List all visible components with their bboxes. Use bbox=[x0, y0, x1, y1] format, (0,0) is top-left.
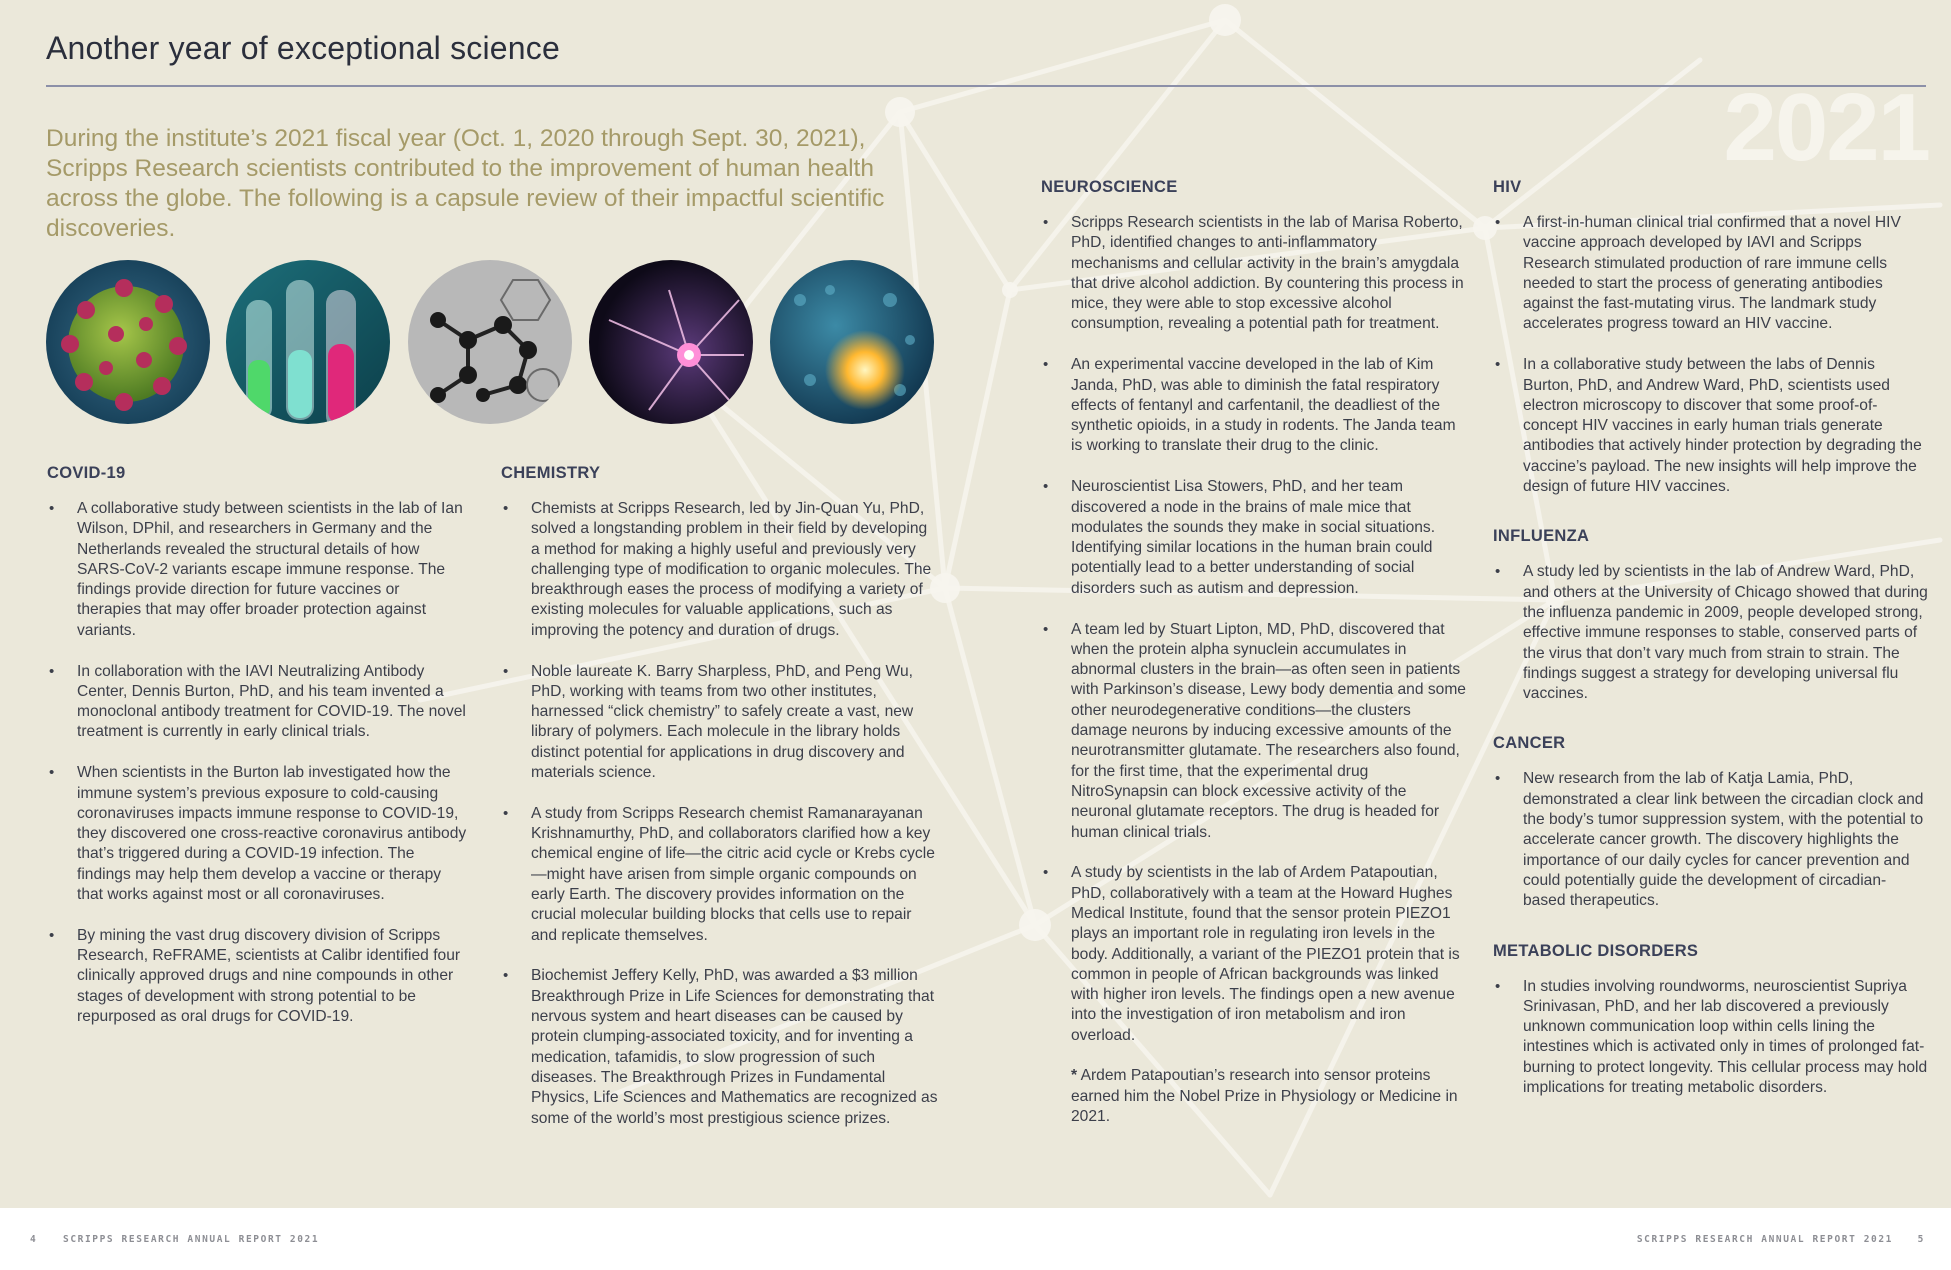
metabolic-section bbox=[1493, 942, 1928, 1099]
test-tubes-image bbox=[226, 260, 390, 424]
page-footer bbox=[0, 1208, 1951, 1270]
molecule-model-image bbox=[408, 260, 572, 424]
hiv-list bbox=[1493, 213, 1928, 497]
chemistry-list bbox=[501, 499, 938, 1129]
footer-label-left: SCRIPPS RESEARCH ANNUAL REPORT 2021 bbox=[63, 1234, 320, 1245]
list-item: • A study from Scripps Research chemist Ramanarayanan Krishnamurthy, PhD, and collaborators clarified how a key chemical engine of life—the citric acid cycle or Krebs cycle—might have arisen from simple organic compounds on early Earth. The discovery provides information on the crucial molecular building blocks that cells use to repair and replicate themselves. bbox=[501, 804, 938, 946]
cell-microscopy-image bbox=[770, 260, 934, 424]
virus-image bbox=[46, 260, 210, 424]
section-title-neuroscience: NEUROSCIENCE bbox=[1041, 178, 1178, 196]
list-item: • Noble laureate K. Barry Sharpless, PhD, and Peng Wu, PhD, working with teams from two other institutes, harnessed “click chemistry” to safely create a vast, new library of polymers. Each molecule in the library holds distinct potential for applications in drug discovery and materials science. bbox=[501, 662, 938, 784]
section-title-hiv: HIV bbox=[1493, 178, 1522, 196]
influenza-section bbox=[1493, 527, 1928, 704]
list-item: • In studies involving roundworms, neuroscientist Supriya Srinivasan, PhD, and her lab discovered a previously unknown communication loop within cells lining the intestines which is activated only in times of prolonged fat-burning to protect longevity. This cellular process may hold implications for treating metabolic disorders. bbox=[1493, 977, 1928, 1099]
list-item: • Biochemist Jeffery Kelly, PhD, was awarded a $3 million Breakthrough Prize in Life Sciences for demonstrating that nervous system and heart diseases can be caused by protein clumping-associated toxicity, and for inventing a medication, tafamidis, to slow progression of such diseases. The Breakthrough Prizes in Fundamental Physics, Life Sciences and Mathematics are recognized as some of the world’s most prestigious science prizes. bbox=[501, 966, 938, 1128]
list-item: • A team led by Stuart Lipton, MD, PhD, discovered that when the protein alpha synuclein accumulates in abnormal clusters in the brain—as often seen in patients with Parkinson’s disease, Lewy body dementia and some other neurodegenerative conditions—the clusters damage neurons by inducing excessive amounts of the neurotransmitter glutamate. The researchers also found, for the first time, that the experimental drug NitroSynapsin can block excessive activity of the neuronal glutamate receptors. The drug is headed for human clinical trials. bbox=[1041, 620, 1466, 843]
title-divider bbox=[46, 85, 1926, 87]
intro-paragraph: During the institute’s 2021 fiscal year (Oct. 1, 2020 through Sept. 30, 2021), Scripps Research scientists contributed to the improvement of human health across the globe. The following is a capsule review of their impactful scientific discoveries. bbox=[46, 125, 885, 242]
metabolic-list bbox=[1493, 977, 1928, 1099]
covid-section bbox=[47, 464, 467, 1048]
list-item: • In a collaborative study between the labs of Dennis Burton, PhD, and Andrew Ward, PhD, scientists used electron microscopy to discover that some proof-of-concept HIV vaccines in early human trials generate antibodies that actively hinder protection by degrading the vaccine’s payload. The new insights will help improve the design of future HIV vaccines. bbox=[1493, 355, 1928, 497]
footer-label-right: SCRIPPS RESEARCH ANNUAL REPORT 2021 bbox=[1636, 1234, 1893, 1245]
list-item: • A study by scientists in the lab of Ardem Patapoutian, PhD, collaboratively with a team at the Howard Hughes Medical Institute, found that the sensor protein PIEZO1 plays an important role in regulating iron levels in the body. Additionally, a variant of the PIEZO1 protein that is common in people of African backgrounds was linked with higher iron levels. The findings open a new avenue into the investigation of iron metabolism and iron overload. bbox=[1041, 863, 1466, 1046]
list-item: • An experimental vaccine developed in the lab of Kim Janda, PhD, was able to diminish the fatal respiratory effects of fentanyl and carfentanil, the deadliest of the synthetic opioids, in a study in rodents. The Janda team is working to translate their drug to the clinic. bbox=[1041, 355, 1466, 456]
page-number-right: 5 bbox=[1917, 1234, 1925, 1245]
cancer-list bbox=[1493, 769, 1928, 911]
list-item: • Chemists at Scripps Research, led by Jin-Quan Yu, PhD, solved a longstanding problem in their field by developing a method for making a highly useful and previously very challenging type of modification to organic molecules. The breakthrough eases the process of modifying a variety of existing molecules for valuable applications, such as improving the potency and duration of drugs. bbox=[501, 499, 938, 641]
list-item: • In collaboration with the IAVI Neutralizing Antibody Center, Dennis Burton, PhD, and his team invented a monoclonal antibody treatment for COVID-19. The novel treatment is currently in early clinical trials. bbox=[47, 662, 467, 743]
note-asterisk: * bbox=[1071, 1067, 1078, 1085]
list-item: • Scripps Research scientists in the lab of Marisa Roberto, PhD, identified changes to anti-inflammatory mechanisms and cellular activity in the brain’s amygdala that drive alcohol addiction. By countering this process in mice, they were able to stop excessive alcohol consumption, revealing a potential path for treatment. bbox=[1041, 213, 1466, 335]
hiv-section bbox=[1493, 178, 1928, 497]
page-title: Another year of exceptional science bbox=[46, 30, 560, 66]
section-title-covid: COVID-19 bbox=[47, 464, 126, 482]
section-title-chemistry: CHEMISTRY bbox=[501, 464, 601, 482]
list-item: • A collaborative study between scientists in the lab of Ian Wilson, DPhil, and researchers in Germany and the Netherlands revealed the structural details of how SARS-CoV-2 variants escape immune response. The findings provide direction for future vaccines or therapies that may offer broader protection against variants. bbox=[47, 499, 467, 641]
influenza-list bbox=[1493, 562, 1928, 704]
section-title-metabolic: METABOLIC DISORDERS bbox=[1493, 941, 1699, 960]
section-title-influenza: INFLUENZA bbox=[1493, 527, 1590, 546]
list-item: • A study led by scientists in the lab of Andrew Ward, PhD, and others at the University of Chicago showed that during the influenza pandemic in 2009, people developed strong, effective immune responses to stable, conserved parts of the virus that don’t vary much from strain to strain. The findings suggest a strategy for developing universal flu vaccines. bbox=[1493, 562, 1928, 704]
covid-list bbox=[47, 499, 467, 1027]
year-watermark: 2021 bbox=[1723, 74, 1929, 181]
list-item: • By mining the vast drug discovery division of Scripps Research, ReFRAME, scientists at Calibr identified four clinically approved drugs and nine compounds in other stages of development with strong potential to be repurposed as oral drugs for COVID-19. bbox=[47, 926, 467, 1027]
nobel-note bbox=[1071, 1066, 1466, 1127]
list-item: • New research from the lab of Katja Lamia, PhD, demonstrated a clear link between the circadian clock and the body’s tumor suppression system, with the potential to accelerate cancer growth. The discovery highlights the importance of our daily cycles for cancer prevention and could potentially guide the development of circadian-based therapeutics. bbox=[1493, 769, 1928, 911]
neuroscience-section bbox=[1041, 178, 1466, 1127]
neuroscience-list bbox=[1041, 213, 1466, 1046]
right-column bbox=[1493, 178, 1928, 1119]
chemistry-section bbox=[501, 464, 938, 1149]
list-item: • A first-in-human clinical trial confirmed that a novel HIV vaccine approach developed by IAVI and Scripps Research stimulated production of rare immune cells needed to start the process of generating antibodies against the fast-mutating virus. The landmark study accelerates progress toward an HIV vaccine. bbox=[1493, 213, 1928, 335]
list-item: • When scientists in the Burton lab investigated how the immune system’s previous exposure to cold-causing coronaviruses impacts immune response to COVID-19, they discovered one cross-reactive coronavirus antibody that’s triggered during a COVID-19 infection. The findings may help them develop a vaccine or therapy that works against most or all coronaviruses. bbox=[47, 763, 467, 905]
list-item: • Neuroscientist Lisa Stowers, PhD, and her team discovered a node in the brains of male mice that modulates the sounds they make in social situations. Identifying similar locations in the human brain could potentially lead to a better understanding of social disorders such as autism and depression. bbox=[1041, 477, 1466, 599]
neuron-image bbox=[589, 260, 753, 424]
section-title-cancer: CANCER bbox=[1493, 734, 1566, 753]
note-text: Ardem Patapoutian’s research into sensor proteins earned him the Nobel Prize in Physiology or Medicine in 2021. bbox=[1071, 1067, 1458, 1126]
cancer-section bbox=[1493, 734, 1928, 911]
page-number-left: 4 bbox=[30, 1234, 38, 1245]
